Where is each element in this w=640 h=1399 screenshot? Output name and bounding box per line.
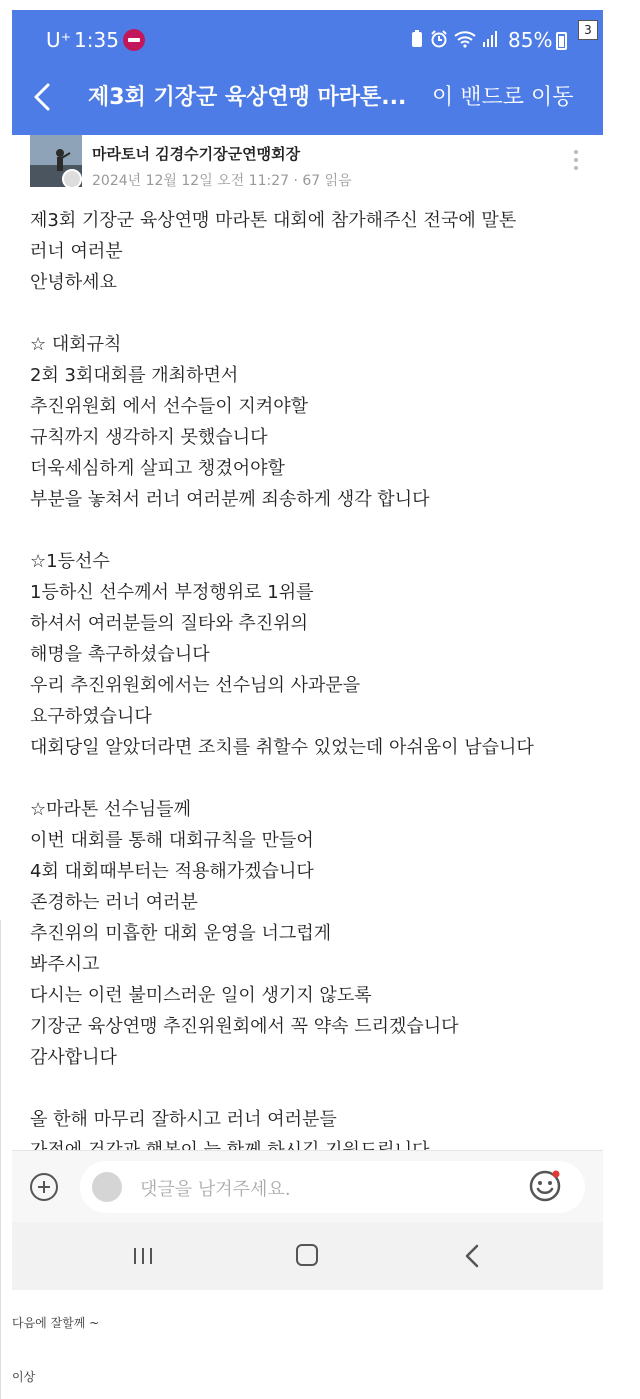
post-line: 추진위원회 에서 선수들이 지켜야할 (30, 396, 308, 417)
post-meta: 2024년 12월 12일 오전 11:27 · 67 읽음 (92, 173, 352, 189)
status-icons (410, 30, 500, 48)
post-line: ☆마라톤 선수님들께 (30, 799, 191, 820)
system-nav-bar (12, 1222, 603, 1290)
home-icon[interactable] (296, 1244, 318, 1266)
user-avatar-icon (92, 1172, 122, 1202)
alarm-icon (430, 30, 448, 48)
author-name[interactable]: 마라토너 김경수기장군연맹회장 (92, 145, 301, 163)
post-line: 요구하였습니다 (30, 706, 152, 727)
comment-input[interactable] (80, 1161, 585, 1213)
nav-back-icon[interactable] (464, 1244, 480, 1268)
post-line: 올 한해 마무리 잘하시고 러너 여러분들 (30, 1109, 337, 1130)
caption-line-1: 다음에 잘할께 ~ (12, 1316, 100, 1330)
post-line: 감사합니다 (30, 1047, 117, 1068)
post-line (30, 515, 590, 546)
post-line: 기장군 육상연맹 추진위원회에서 꼭 약속 드리겠습니다 (30, 1016, 459, 1037)
post-body (30, 205, 590, 1150)
post-line (30, 298, 590, 329)
more-options-icon[interactable] (574, 150, 580, 174)
attach-plus-icon[interactable] (30, 1173, 58, 1201)
post-line: 1등하신 선수께서 부정행위로 1위를 (30, 582, 314, 603)
divider (0, 920, 1, 1399)
post-line: 더욱세심하게 살피고 챙겼어야할 (30, 458, 285, 479)
post-line: 규칙까지 생각하지 못했습니다 (30, 427, 268, 448)
go-to-band-button[interactable]: 이 밴드로 이동 (432, 85, 574, 110)
post-line: 하셔서 여러분들의 질타와 추진위의 (30, 613, 308, 634)
post-line: 이번 대회를 통해 대회규칙을 만들어 (30, 830, 314, 851)
post-line: 대회당일 알았더라면 조치를 취할수 있었는데 아쉬움이 남습니다 (30, 737, 534, 758)
recent-apps-icon[interactable] (132, 1246, 154, 1266)
post-line: ☆ 대회규칙 (30, 334, 122, 355)
post-line: 4회 대회때부터는 적용해가겠습니다 (30, 861, 314, 882)
app-notification-icon (123, 29, 145, 51)
signal-icon (482, 30, 500, 48)
comment-placeholder: 댓글을 남겨주세요. (140, 1179, 291, 1200)
post-line (30, 1073, 590, 1104)
carrier-label: U⁺ (46, 28, 72, 52)
battery-icon (556, 32, 567, 50)
post-line: 러너 여러분 (30, 241, 123, 262)
author-role-icon (62, 169, 82, 189)
post-line: ☆1등선수 (30, 551, 110, 572)
post-line: 해명을 촉구하셨습니다 (30, 644, 210, 665)
post-line: 다시는 이런 불미스러운 일이 생기지 않도록 (30, 985, 372, 1006)
post-line: 제3회 기장군 육상연맹 마라톤 대회에 참가해주신 전국에 말톤 (30, 210, 517, 231)
page-title: 제3회 기장군 육상연맹 마라톤... (88, 85, 407, 110)
status-bar (12, 10, 603, 68)
caption-line-2: 이상 (12, 1370, 36, 1384)
post-line: 부분을 놓쳐서 러너 여러분께 죄송하게 생각 합니다 (30, 489, 430, 510)
back-arrow-icon[interactable] (30, 82, 56, 112)
comment-bar (12, 1150, 603, 1223)
post-line: 2회 3회대회를 개최하면서 (30, 365, 239, 386)
post-line: 봐주시고 (30, 954, 100, 975)
battery-percent: 85% (508, 28, 553, 52)
post-line: 우리 추진위원회에서는 선수님의 사과문을 (30, 675, 361, 696)
emoji-icon[interactable] (528, 1169, 562, 1203)
post-line (30, 763, 590, 794)
post-author-row (12, 135, 603, 195)
phone-screen (12, 10, 603, 1290)
battery-saver-icon (410, 30, 424, 48)
post-line: 추진위의 미흡한 대회 운영을 너그럽게 (30, 923, 332, 944)
post-line: 존경하는 러너 여러분 (30, 892, 198, 913)
clock: 1:35 (74, 28, 119, 52)
wifi-icon (454, 30, 476, 48)
notification-count-badge: 3 (578, 20, 598, 40)
app-header (12, 10, 603, 135)
post-line: 안녕하세요 (30, 272, 117, 293)
